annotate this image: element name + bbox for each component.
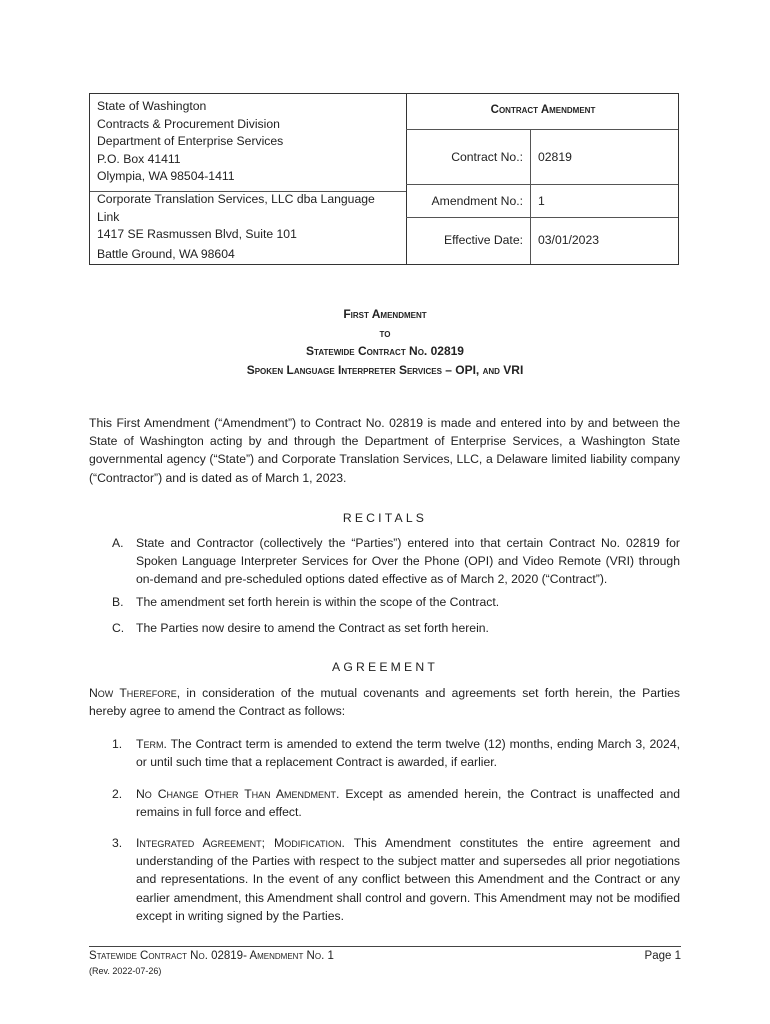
recital-item: The amendment set forth herein is within the scope of the Contract.	[136, 595, 500, 609]
contract-no-value: 02819	[538, 150, 572, 164]
recital-marker: C.	[112, 621, 125, 635]
recitals-heading: RECITALS	[342, 511, 428, 525]
table-divider	[406, 184, 678, 185]
agreement-heading: AGREEMENT	[332, 660, 438, 674]
table-divider	[406, 129, 678, 130]
document-title-line4: Spoken Language Interpreter Services – OPI, and VRI	[246, 363, 524, 377]
agreement-item-marker: 1.	[112, 737, 123, 751]
table-divider	[530, 129, 531, 264]
agreement-item-term: Term. The Contract term is amended to extend the term twelve (12) months, ending March 3, 2024, or until such time that a replacement Contract is awarded, if earlier.	[136, 737, 680, 770]
intro-paragraph: This First Amendment (“Amendment”) to Contract No. 02819 is made and entered into by and between the State of Washington acting by and through the Department of Enterprise Services, a Washington State governmental agency (“State”) and Corporate Translation Services, LLC, a Delaware limited liability company (“Contractor”) and is dated as of March 1, 2023.	[89, 416, 680, 485]
agreement-item-integrated: Integrated Agreement; Modification. This Amendment constitutes the entire agreement and understanding of the Parties with respect to the subject matter and supersedes all prior negotiations and representations. In the event of any conflict between this Amendment and the Contract or any earlier amendment, this Amendment shall control and govern. This Amendment may not be modified except in writing signed by the Parties.	[136, 836, 680, 923]
contract-amendment-heading: Contract Amendment	[490, 104, 596, 116]
contractor-address: Corporate Translation Services, LLC dba Language Link 1417 SE Rasmussen Blvd, Suite 101 Battle Ground, WA 98604	[97, 192, 375, 261]
agreement-lead-paragraph: Now Therefore, in consideration of the mutual covenants and agreements set forth herein, the Parties hereby agree to amend the Contract as follows:	[89, 686, 681, 719]
document-title-line3: Statewide Contract No. 02819	[306, 344, 464, 358]
agreement-item-no-change: No Change Other Than Amendment. Except as amended herein, the Contract is unaffected and remains in full force and effect.	[136, 787, 680, 820]
document-title-line1: First Amendment	[343, 307, 427, 321]
agreement-item-marker: 3.	[112, 836, 123, 850]
agreement-item-marker: 2.	[112, 787, 123, 801]
recital-marker: B.	[112, 595, 124, 609]
contract-header-table	[89, 93, 679, 265]
recital-marker: A.	[112, 536, 124, 550]
amendment-no-value: 1	[538, 194, 545, 208]
recital-item: The Parties now desire to amend the Contract as set forth herein.	[136, 621, 489, 635]
contract-no-label: Contract No.:	[451, 150, 523, 164]
footer-rule	[89, 946, 681, 947]
footer-revision: (Rev. 2022-07-26)	[89, 966, 162, 976]
page-number: Page 1	[644, 950, 681, 962]
table-divider	[406, 217, 678, 218]
agency-address: State of Washington Contracts & Procurement Division Department of Enterprise Services P.O. Box 41411 Olympia, WA 98504-1411	[97, 99, 284, 183]
amendment-no-label: Amendment No.:	[431, 194, 523, 208]
document-title-line2: to	[379, 326, 391, 340]
effective-date-value: 03/01/2023	[538, 233, 599, 247]
recital-item: State and Contractor (collectively the “Parties”) entered into that certain Contract No. 02819 for Spoken Language Interpreter Services for Over the Phone (OPI) and Video Remote (VRI) through on-demand and pre-scheduled options dated effective as of March 2, 2020 (“Contract”).	[136, 536, 680, 587]
footer-contract-ref: Statewide Contract No. 02819- Amendment No. 1	[89, 950, 334, 962]
effective-date-label: Effective Date:	[443, 233, 523, 247]
